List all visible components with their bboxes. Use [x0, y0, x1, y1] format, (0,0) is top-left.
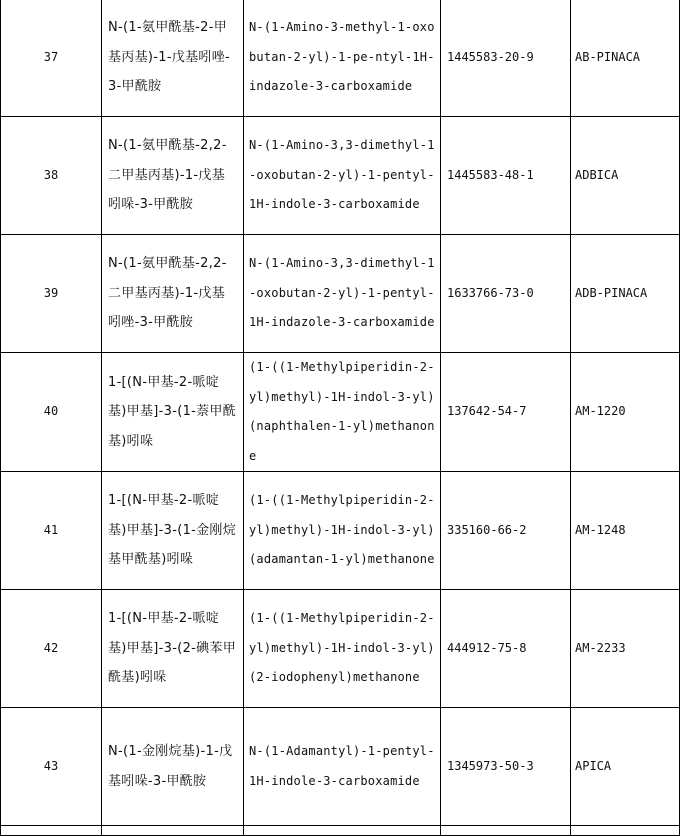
english-name: (1-((1-Methylpiperidin-2-yl)methyl)-1H-indol-3-yl)(adamantan-1-yl)methanone: [244, 472, 441, 590]
cas-number: 1445583-20-9: [441, 0, 571, 117]
cas-number: 444912-75-8: [441, 590, 571, 708]
serial-number: 42: [1, 590, 102, 708]
chinese-name: N-(1-氨甲酰基-2,2-二甲基丙基)-1-戊基吲唑-3-甲酰胺: [102, 235, 244, 353]
english-name: N-(1-Amino-3-methyl-1-oxobutan-2-yl)-1-pe-ntyl-1H-indazole-3-carboxamide: [244, 0, 441, 117]
abbreviation: AM-2233: [571, 590, 680, 708]
english-name: N-(1-Amino-3,3-dimethyl-1-oxobutan-2-yl)-1-pentyl-1H-indole-3-carboxamide: [244, 117, 441, 235]
chinese-name: 1-[(N-甲基-2-哌啶基)甲基]-3-(1-金刚烷基甲酰基)吲哚: [102, 472, 244, 590]
table-row-partial: [1, 826, 680, 836]
abbreviation: APICA: [571, 708, 680, 826]
serial-number: 39: [1, 235, 102, 353]
serial-number: 43: [1, 708, 102, 826]
table-row: [1, 472, 680, 590]
table-row: [1, 117, 680, 235]
english-name: (1-((1-Methylpiperidin-2-yl)methyl)-1H-indol-3-yl)(2-iodophenyl)methanone: [244, 590, 441, 708]
empty-cell: [244, 826, 441, 836]
table-row: [1, 590, 680, 708]
empty-cell: [1, 826, 102, 836]
cas-number: 1445583-48-1: [441, 117, 571, 235]
empty-cell: [102, 826, 244, 836]
serial-number: 41: [1, 472, 102, 590]
serial-number: 38: [1, 117, 102, 235]
cas-number: 1633766-73-0: [441, 235, 571, 353]
abbreviation: ADBICA: [571, 117, 680, 235]
empty-cell: [571, 826, 680, 836]
serial-number: 40: [1, 353, 102, 472]
table-row: [1, 235, 680, 353]
abbreviation: AM-1248: [571, 472, 680, 590]
table-row: [1, 708, 680, 826]
empty-cell: [441, 826, 571, 836]
abbreviation: AM-1220: [571, 353, 680, 472]
chinese-name: N-(1-氨甲酰基-2-甲基丙基)-1-戊基吲唑-3-甲酰胺: [102, 0, 244, 117]
abbreviation: ADB-PINACA: [571, 235, 680, 353]
english-name: N-(1-Adamantyl)-1-pentyl-1H-indole-3-carboxamide: [244, 708, 441, 826]
cas-number: 335160-66-2: [441, 472, 571, 590]
table-row: [1, 353, 680, 472]
abbreviation: AB-PINACA: [571, 0, 680, 117]
serial-number: 37: [1, 0, 102, 117]
chinese-name: N-(1-氨甲酰基-2,2-二甲基丙基)-1-戊基吲哚-3-甲酰胺: [102, 117, 244, 235]
chinese-name: 1-[(N-甲基-2-哌啶基)甲基]-3-(1-萘甲酰基)吲哚: [102, 353, 244, 472]
cas-number: 1345973-50-3: [441, 708, 571, 826]
chinese-name: 1-[(N-甲基-2-哌啶基)甲基]-3-(2-碘苯甲酰基)吲哚: [102, 590, 244, 708]
cas-number: 137642-54-7: [441, 353, 571, 472]
english-name: (1-((1-Methylpiperidin-2-yl)methyl)-1H-indol-3-yl)(naphthalen-1-yl)methanone: [244, 353, 441, 472]
english-name: N-(1-Amino-3,3-dimethyl-1-oxobutan-2-yl)-1-pentyl-1H-indazole-3-carboxamide: [244, 235, 441, 353]
table-row: [1, 0, 680, 117]
chinese-name: N-(1-金刚烷基)-1-戊基吲哚-3-甲酰胺: [102, 708, 244, 826]
